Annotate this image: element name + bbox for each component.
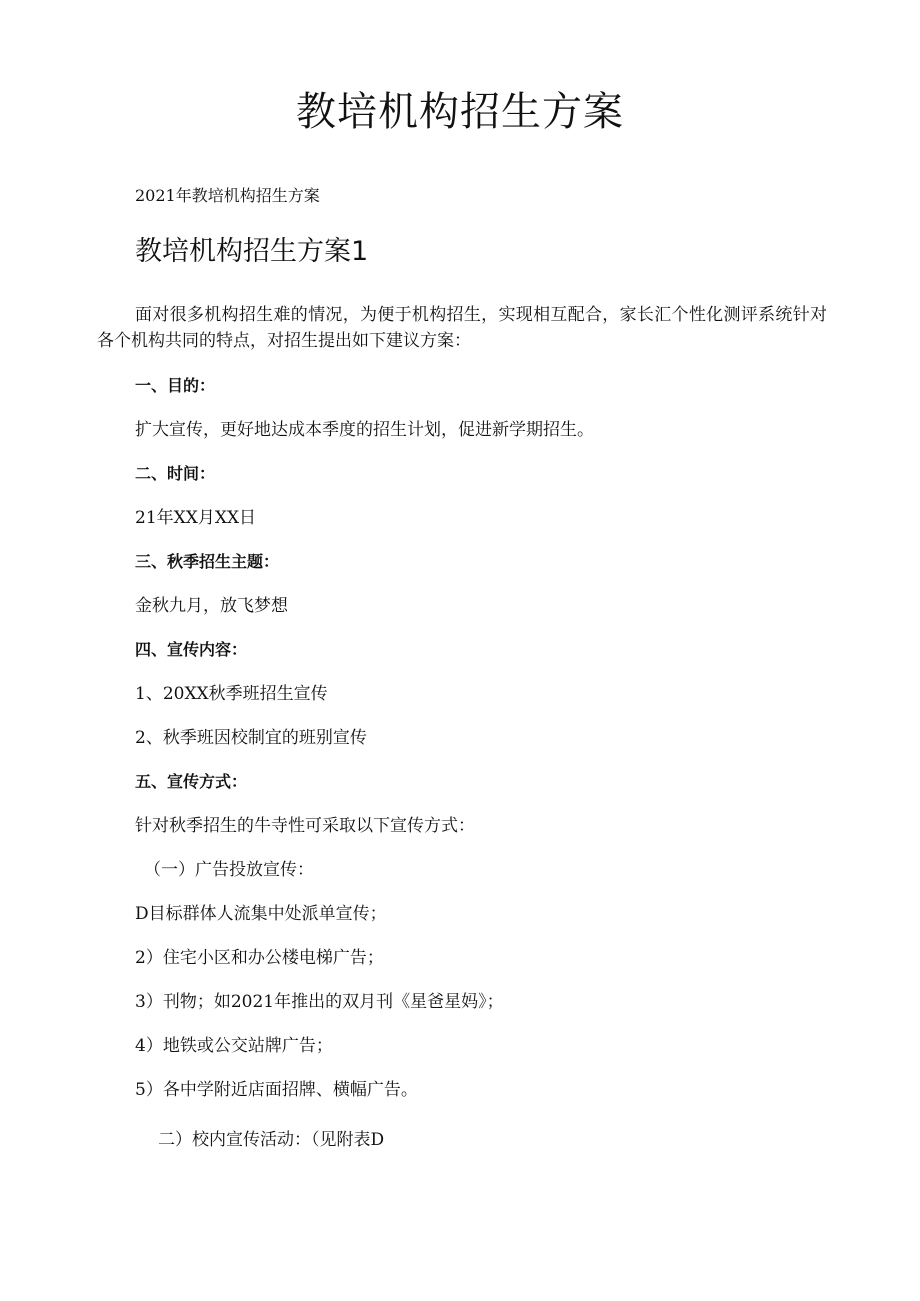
methods-item: 4）地铁或公交站牌广告； [135, 1036, 333, 1056]
content-item: 1、20XX秋季班招生宣传 [135, 684, 328, 704]
methods-item: D目标群体人流集中处派单宣传； [135, 904, 387, 924]
page-title: 教培机构招生方案 [296, 89, 624, 135]
methods-intro: 针对秋季招生的牛寺性可采取以下宣传方式： [135, 816, 475, 836]
methods-subsection-2: 二）校内宣传活动：（见附表D [158, 1130, 385, 1150]
methods-item: 3）刊物；如2021年推出的双月刊《星爸星妈》； [135, 992, 504, 1012]
document-subtitle: 2021年教培机构招生方案 [135, 186, 320, 205]
methods-item: 2）住宅小区和办公楼电梯广告； [135, 948, 384, 968]
methods-heading: 五、宣传方式： [135, 772, 248, 791]
content-heading: 四、宣传内容： [135, 640, 248, 659]
section-heading: 教培机构招生方案1 [135, 236, 369, 267]
purpose-text: 扩大宣传，更好地达成本季度的招生计划，促进新学期招生。 [135, 420, 594, 440]
content-item: 2、秋季班因校制宜的班别宣传 [135, 728, 367, 748]
purpose-heading: 一、目的： [135, 376, 216, 395]
time-text: 21年XX月XX日 [135, 508, 257, 528]
theme-heading: 三、秋季招生主题： [135, 552, 280, 571]
intro-paragraph: 面对很多机构招生难的情况，为便于机构招生，实现相互配合，家长汇个性化测评系统针对各个机构共同的特点，对招生提出如下建议方案： [97, 305, 827, 351]
methods-subsection-1: （一）广告投放宣传： [144, 860, 314, 880]
time-heading: 二、时间： [135, 464, 216, 483]
methods-item: 5）各中学附近店面招牌、横幅广告。 [135, 1080, 418, 1100]
theme-text: 金秋九月，放飞梦想 [135, 596, 288, 616]
